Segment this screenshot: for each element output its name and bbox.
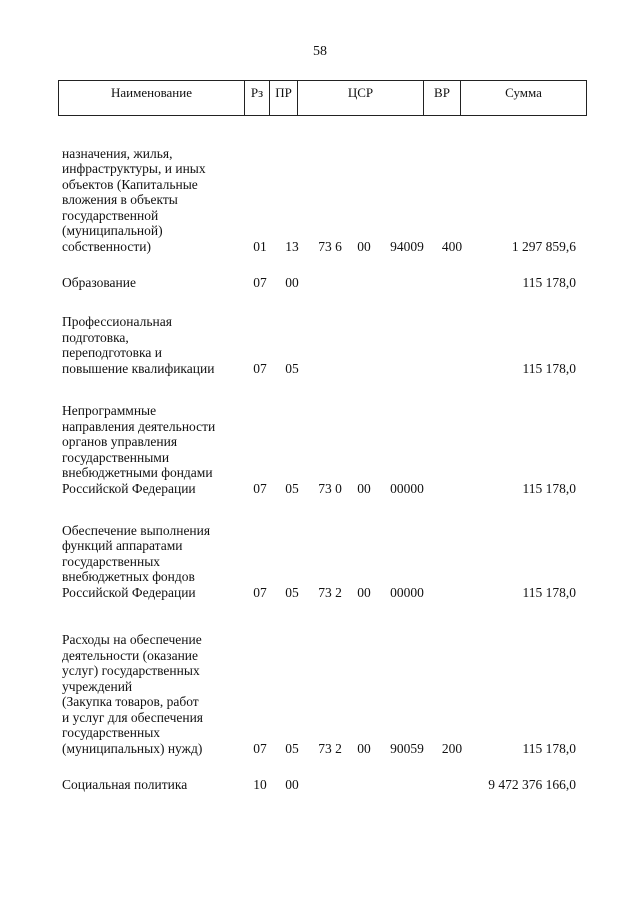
row-csr-program: 73 2 — [318, 740, 342, 756]
row-csr-program: 73 0 — [318, 480, 342, 496]
table-row — [0, 273, 640, 290]
table-row — [0, 309, 640, 376]
row-rz: 10 — [253, 776, 267, 792]
row-rz: 07 — [253, 740, 267, 756]
row-pr: 13 — [285, 238, 299, 254]
row-sum: 1 297 859,6 — [511, 238, 576, 254]
row-rz: 07 — [253, 360, 267, 376]
row-pr: 05 — [285, 360, 299, 376]
row-csr-direction: 00000 — [390, 584, 424, 600]
row-sum: 115 178,0 — [522, 480, 576, 496]
row-name: Профессиональная подготовка, переподготовка и повышение квалификации — [62, 314, 215, 376]
row-pr: 00 — [285, 274, 299, 290]
row-vr: 200 — [441, 740, 463, 756]
header-vr: ВР — [424, 81, 461, 115]
table-header — [58, 80, 587, 116]
row-csr-direction: 90059 — [390, 740, 424, 756]
header-sum: Сумма — [505, 85, 542, 100]
table-row — [0, 515, 640, 600]
row-sum: 115 178,0 — [522, 740, 576, 756]
row-csr-subprogram: 00 — [357, 584, 371, 600]
row-rz: 01 — [253, 238, 267, 254]
header-pr: ПР — [270, 81, 298, 115]
table-row — [0, 775, 640, 792]
row-name: Социальная политика — [62, 776, 188, 792]
row-csr-subprogram: 00 — [357, 238, 371, 254]
row-rz: 07 — [253, 274, 267, 290]
row-name: Расходы на обеспечение деятельности (оказание услуг) государственных учреждений (Закупка товаров, работ и услуг для обеспечения государственных (муниципальных) нужд) — [62, 632, 204, 756]
row-pr: 05 — [285, 480, 299, 496]
row-csr-subprogram: 00 — [357, 740, 371, 756]
row-sum: 9 472 376 166,0 — [488, 776, 576, 792]
row-name: Образование — [62, 274, 136, 290]
row-vr: 400 — [441, 238, 463, 254]
table-row — [0, 395, 640, 496]
row-sum: 115 178,0 — [522, 360, 576, 376]
row-name: Обеспечение выполнения функций аппаратами государственных внебюджетных фондов Российской Федерации — [62, 522, 211, 600]
page-number: 58 — [313, 44, 327, 59]
row-sum: 115 178,0 — [522, 274, 576, 290]
header-name: Наименование — [59, 81, 245, 115]
row-csr-direction: 94009 — [390, 238, 424, 254]
header-rz: Рз — [245, 81, 270, 115]
row-name: назначения, жилья, инфраструктуры, и иных объектов (Капитальные вложения в объекты государственной (муниципальной) собственности) — [62, 145, 206, 254]
row-csr-direction: 00000 — [390, 480, 424, 496]
row-rz: 07 — [253, 480, 267, 496]
row-pr: 05 — [285, 740, 299, 756]
row-csr-subprogram: 00 — [357, 480, 371, 496]
row-csr-program: 73 2 — [318, 584, 342, 600]
row-rz: 07 — [253, 584, 267, 600]
header-csr: ЦСР — [298, 81, 424, 115]
table-row — [0, 140, 640, 254]
row-pr: 00 — [285, 776, 299, 792]
row-sum: 115 178,0 — [522, 584, 576, 600]
row-pr: 05 — [285, 584, 299, 600]
row-name: Непрограммные направления деятельности органов управления государственными внебюджетными фондами Российской Федерации — [62, 403, 216, 496]
table-row — [0, 619, 640, 756]
row-csr-program: 73 6 — [318, 238, 342, 254]
